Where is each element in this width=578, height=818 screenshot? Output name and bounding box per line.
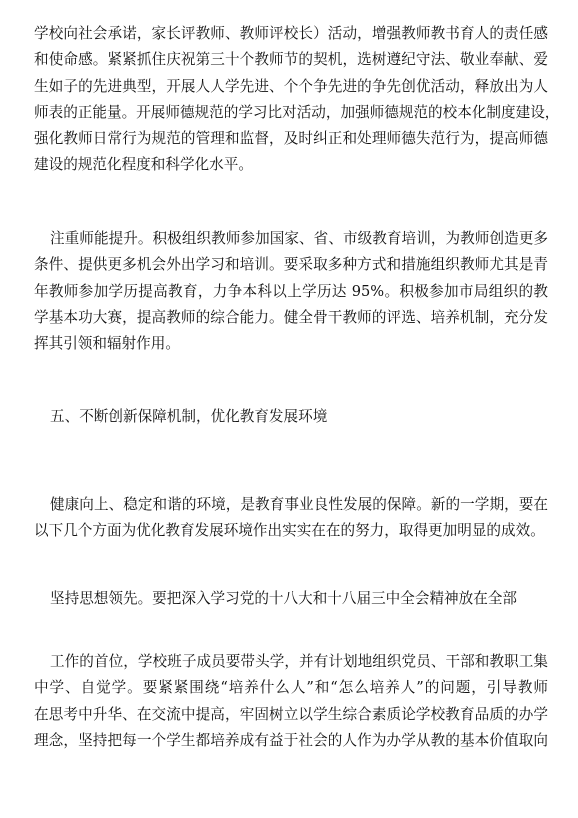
text-line: 强化教师日常行为规范的管理和监督，及时纠正和处理师德失范行为，提高师德	[34, 130, 548, 148]
section-heading	[34, 404, 548, 430]
text-line: 以下几个方面为优化教育发展环境作出实实在在的努力，取得更加明显的成效。	[34, 522, 545, 540]
text-line: 中学、自觉学。要紧紧围绕“培养什么人”和“怎么培养人”的问题，引导教师	[34, 679, 548, 697]
text-line: 师表的正能量。开展师德规范的学习比对活动，加强师德规范的校本化制度建设，	[34, 103, 560, 121]
text-line: 和使命感。紧紧抓住庆祝第三十个教师节的契机，选树遵纪守法、敬业奉献、爱	[34, 51, 548, 69]
paragraph-work-priority	[34, 649, 548, 754]
text-line: 注重师能提升。积极组织教师参加国家、省、市级教育培训，为教师创造更多	[50, 230, 548, 247]
text-line: 学校向社会承诺，家长评教师、教师评校长）活动，增强教师教书育人的责任感	[34, 25, 548, 42]
paragraph-environment-intro	[34, 492, 548, 545]
paragraph-thought-first	[34, 586, 548, 612]
text-line: 条件、提供更多机会外出学习和培训。要采取多种方式和措施组织教师尤其是青	[34, 256, 548, 274]
paragraph-teacher-ethics-continued	[34, 21, 560, 179]
text-line: 生如子的先进典型，开展人人学先进、个个争先进的争先创优活动，释放出为人	[34, 77, 548, 95]
text-line: 健康向上、稳定和谐的环境，是教育事业良性发展的保障。新的一学期，要在	[50, 496, 548, 513]
text-line: 年教师参加学历提高教育，力争本科以上学历达 95%。积极参加市局组织的教	[34, 282, 548, 300]
text-line: 建设的规范化程度和科学化水平。	[34, 156, 253, 174]
text-line: 理念，坚持把每一个学生都培养成有益于社会的人作为办学从教的基本价值取向	[34, 731, 548, 749]
text-line: 工作的首位，学校班子成员要带头学，并有计划地组织党员、干部和教职工集	[50, 653, 548, 670]
text-line: 学基本功大赛，提高教师的综合能力。健全骨干教师的评选、培养机制，充分发	[34, 308, 548, 326]
text-line: 在思考中升华、在交流中提高，牢固树立以学生综合素质论学校教育品质的办学	[34, 705, 548, 723]
paragraph-teacher-ability	[34, 226, 548, 357]
text-line: 挥其引领和辐射作用。	[34, 335, 180, 353]
section-heading-text: 五、不断创新保障机制，优化教育发展环境	[50, 408, 328, 425]
text-line: 坚持思想领先。要把深入学习党的十八大和十八届三中全会精神放在全部	[50, 590, 518, 607]
